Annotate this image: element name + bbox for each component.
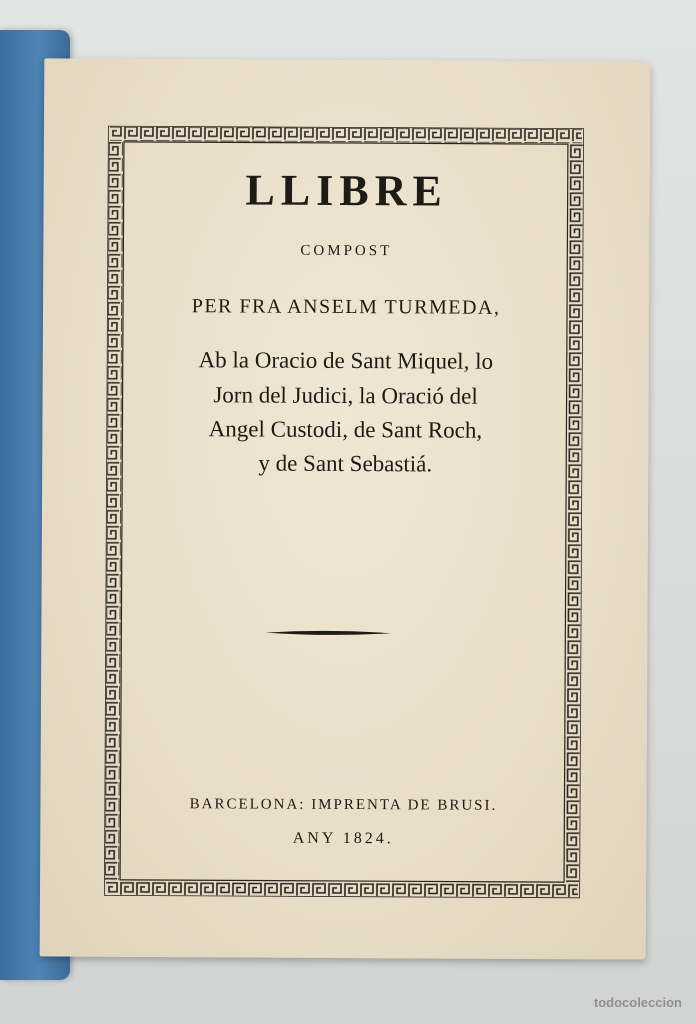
contents-line: Angel Custodi, de Sant Roch, — [208, 416, 483, 443]
book-title: LLIBRE — [245, 165, 448, 216]
contents-line: Jorn del Judici, la Oració del — [213, 382, 478, 409]
imprint-line: BARCELONA: IMPRENTA DE BRUSI. — [189, 796, 498, 814]
book-subtitle: COMPOST — [300, 242, 393, 260]
title-page — [40, 58, 651, 959]
year-line: ANY 1824. — [292, 829, 394, 848]
author-line: PER FRA ANSELM TURMEDA, — [191, 295, 501, 319]
contents-line: Ab la Oracio de Sant Miquel, lo — [198, 347, 494, 374]
watermark: todocoleccion — [593, 995, 682, 1010]
ornamental-rule — [265, 630, 391, 637]
contents-line: y de Sant Sebastiá. — [258, 450, 433, 477]
